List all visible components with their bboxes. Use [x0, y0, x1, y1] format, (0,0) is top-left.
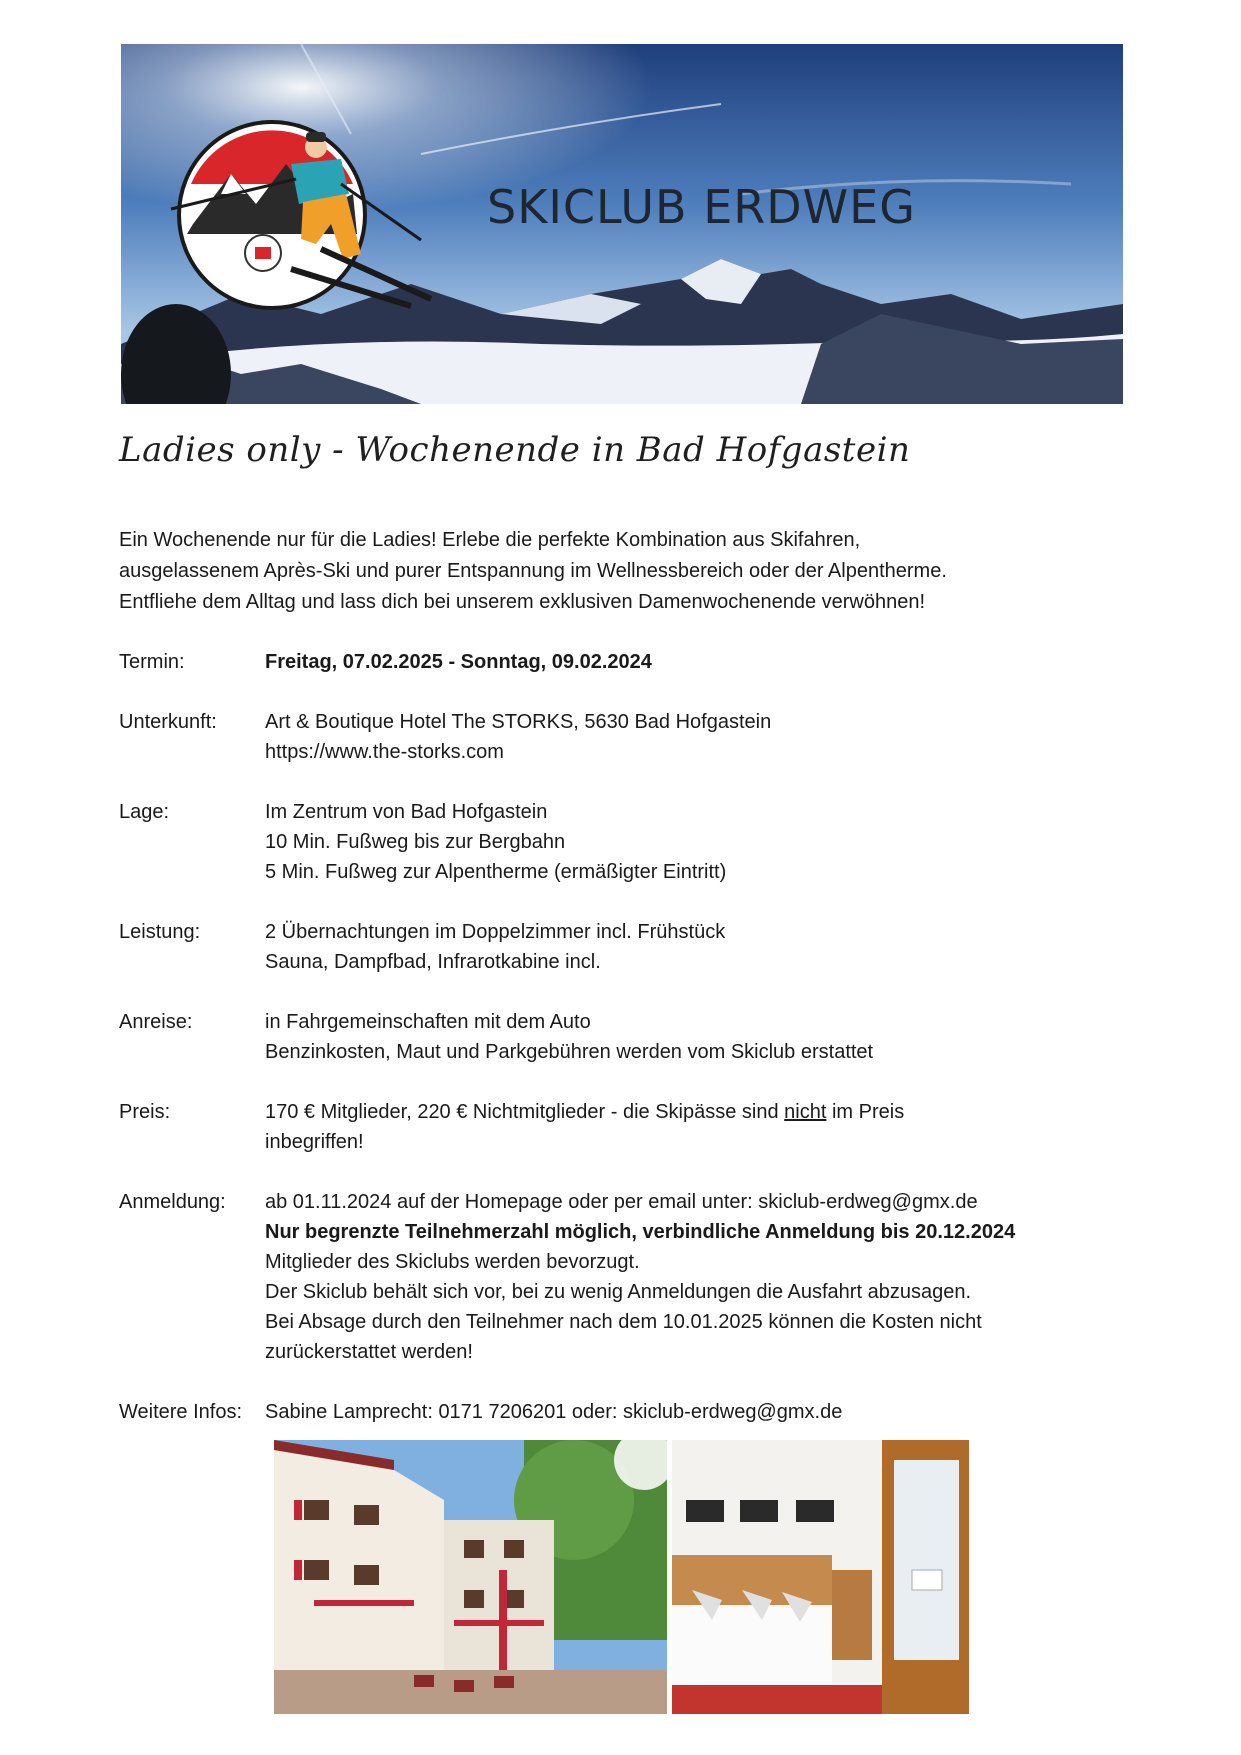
lage-line: 5 Min. Fußweg zur Alpentherme (ermäßigter Eintritt) — [265, 861, 727, 883]
unterkunft-label: Unterkunft: — [119, 711, 217, 733]
preis-row — [119, 1097, 1119, 1157]
preis-line — [265, 1097, 1119, 1127]
leistung-line: Sauna, Dampfbad, Infrarotkabine incl. — [265, 951, 601, 973]
banner-title: SKICLUB ERDWEG — [487, 180, 916, 234]
lage-row — [119, 797, 1119, 887]
anmeldung-row — [119, 1187, 1119, 1367]
lage-line: 10 Min. Fußweg bis zur Bergbahn — [265, 831, 566, 853]
anmeldung-deadline: Nur begrenzte Teilnehmerzahl möglich, verbindliche Anmeldung bis 20.12.2024 — [265, 1221, 1016, 1243]
intro-paragraph — [119, 525, 1119, 618]
anmeldung-line: Der Skiclub behält sich vor, bei zu wenig Anmeldungen die Ausfahrt abzusagen. — [265, 1281, 971, 1303]
anmeldung-line: Bei Absage durch den Teilnehmer nach dem 10.01.2025 können die Kosten nicht — [265, 1311, 982, 1333]
anreise-line: Benzinkosten, Maut und Parkgebühren werden vom Skiclub erstattet — [265, 1041, 874, 1063]
hotel-exterior-photo — [274, 1440, 667, 1714]
termin-value: Freitag, 07.02.2025 - Sonntag, 09.02.2024 — [265, 651, 652, 673]
anreise-row — [119, 1007, 1119, 1067]
weitere-row — [119, 1397, 1119, 1427]
lage-line: Im Zentrum von Bad Hofgastein — [265, 801, 548, 823]
preis-line: inbegriffen! — [265, 1131, 364, 1153]
banner-image — [121, 44, 1123, 404]
leistung-row — [119, 917, 1119, 977]
preis-label: Preis: — [119, 1101, 171, 1123]
anreise-line: in Fahrgemeinschaften mit dem Auto — [265, 1011, 591, 1033]
intro-line: Ein Wochenende nur für die Ladies! Erlebe die perfekte Kombination aus Skifahren, — [119, 529, 861, 551]
info-list — [119, 647, 1119, 1457]
anmeldung-line: ab 01.11.2024 auf der Homepage oder per email unter: skiclub-erdweg@gmx.de — [265, 1191, 978, 1213]
unterkunft-row — [119, 707, 1119, 767]
preis-text: 170 € Mitglieder, 220 € Nichtmitglieder - die Skipässe sind — [265, 1101, 785, 1123]
termin-row — [119, 647, 1119, 677]
lage-label: Lage: — [119, 801, 170, 823]
preis-text-end: im Preis — [826, 1101, 905, 1123]
weitere-label: Weitere Infos: — [119, 1401, 243, 1423]
page-title: Ladies only - Wochenende in Bad Hofgastein — [119, 430, 911, 470]
intro-line: Entfliehe dem Alltag und lass dich bei unserem exklusiven Damenwochenende verwöhnen! — [119, 591, 926, 613]
hotel-url-link[interactable]: https://www.the-storks.com — [265, 741, 504, 763]
weitere-value: Sabine Lamprecht: 0171 7206201 oder: skiclub-erdweg@gmx.de — [265, 1401, 843, 1423]
termin-label: Termin: — [119, 651, 185, 673]
leistung-label: Leistung: — [119, 921, 201, 943]
anreise-label: Anreise: — [119, 1011, 193, 1033]
hotel-room-photo — [672, 1440, 969, 1714]
unterkunft-hotel: Art & Boutique Hotel The STORKS, 5630 Bad Hofgastein — [265, 711, 772, 733]
anmeldung-label: Anmeldung: — [119, 1191, 226, 1213]
anmeldung-line: zurückerstattet werden! — [265, 1341, 473, 1363]
preis-underlined: nicht — [784, 1101, 827, 1123]
intro-line: ausgelassenem Après-Ski und purer Entspannung im Wellnessbereich oder der Alpentherme. — [119, 560, 947, 582]
leistung-line: 2 Übernachtungen im Doppelzimmer incl. Frühstück — [265, 921, 726, 943]
anmeldung-line: Mitglieder des Skiclubs werden bevorzugt. — [265, 1251, 640, 1273]
